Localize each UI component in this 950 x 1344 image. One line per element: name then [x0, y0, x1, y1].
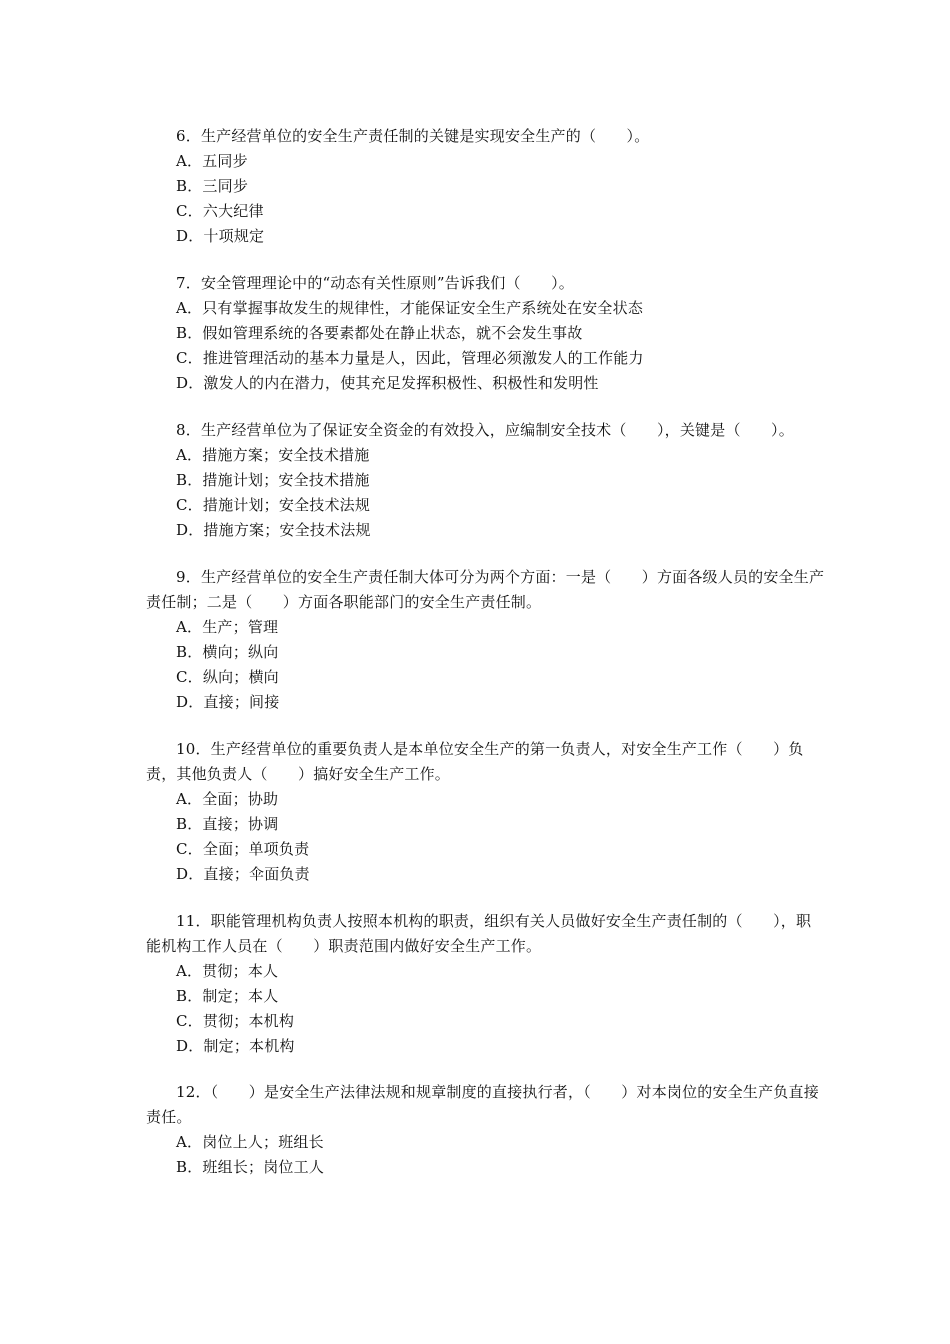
option-d: D．直接；伞面负责 — [176, 865, 310, 883]
option-b: B．三同步 — [176, 177, 249, 195]
option-c: C．措施计划；安全技术法规 — [176, 496, 371, 514]
option-a: A．措施方案；安全技术措施 — [176, 446, 370, 464]
option-a: A．全面；协助 — [176, 790, 279, 808]
question-stem: 6．生产经营单位的安全生产责任制的关键是实现安全生产的（ ）。 — [176, 127, 650, 145]
option-d: D．措施方案；安全技术法规 — [176, 521, 371, 539]
question-9 — [146, 565, 826, 715]
question-11 — [146, 909, 826, 1059]
option-b: B．横向；纵向 — [176, 643, 279, 661]
option-c: C．纵向；横向 — [176, 668, 279, 686]
question-stem: 11．职能管理机构负责人按照本机构的职责，组织有关人员做好安全生产责任制的（ ），职能机构工作人员在（ ）职责范围内做好安全生产工作。 — [146, 912, 812, 955]
option-a: A．岗位上人；班组长 — [176, 1133, 324, 1151]
option-d: D．十项规定 — [176, 227, 265, 245]
question-12 — [146, 1080, 826, 1180]
question-8 — [146, 418, 826, 543]
option-a: A．贯彻；本人 — [176, 962, 279, 980]
question-stem: 7．安全管理理论中的“动态有关性原则”告诉我们（ ）。 — [176, 274, 574, 292]
question-stem: 8．生产经营单位为了保证安全资金的有效投入，应编制安全技术（ ），关键是（ ）。 — [176, 421, 794, 439]
option-d: D．直接；间接 — [176, 693, 280, 711]
option-a: A．生产；管理 — [176, 618, 279, 636]
question-stem: 9．生产经营单位的安全生产责任制大体可分为两个方面：一是（ ）方面各级人员的安全生产责任制；二是（ ）方面各职能部门的安全生产责任制。 — [146, 568, 825, 611]
option-d: D．制定；本机构 — [176, 1037, 295, 1055]
option-b: B．措施计划；安全技术措施 — [176, 471, 370, 489]
option-c: C．六大纪律 — [176, 202, 264, 220]
option-b: B．直接；协调 — [176, 815, 279, 833]
option-b: B．制定；本人 — [176, 987, 279, 1005]
question-7 — [146, 271, 826, 396]
option-c: C．全面；单项负责 — [176, 840, 310, 858]
question-stem: 12．（ ）是安全生产法律法规和规章制度的直接执行者，（ ）对本岗位的安全生产负直接责任。 — [146, 1083, 819, 1126]
question-6 — [146, 124, 826, 249]
option-c: C．贯彻；本机构 — [176, 1012, 295, 1030]
option-b: B．班组长；岗位工人 — [176, 1158, 325, 1176]
question-stem: 10．生产经营单位的重要负责人是本单位安全生产的第一负责人，对安全生产工作（ ）负责，其他负责人（ ）搞好安全生产工作。 — [146, 740, 804, 783]
option-a: A．五同步 — [176, 152, 248, 170]
question-10 — [146, 737, 826, 887]
option-d: D．激发人的内在潜力，使其充足发挥积极性、积极性和发明性 — [176, 374, 599, 392]
option-c: C．推进管理活动的基本力量是人，因此，管理必须激发人的工作能力 — [176, 349, 644, 367]
option-b: B．假如管理系统的各要素都处在静止状态，就不会发生事故 — [176, 324, 583, 342]
option-a: A．只有掌握事故发生的规律性，才能保证安全生产系统处在安全状态 — [176, 299, 644, 317]
